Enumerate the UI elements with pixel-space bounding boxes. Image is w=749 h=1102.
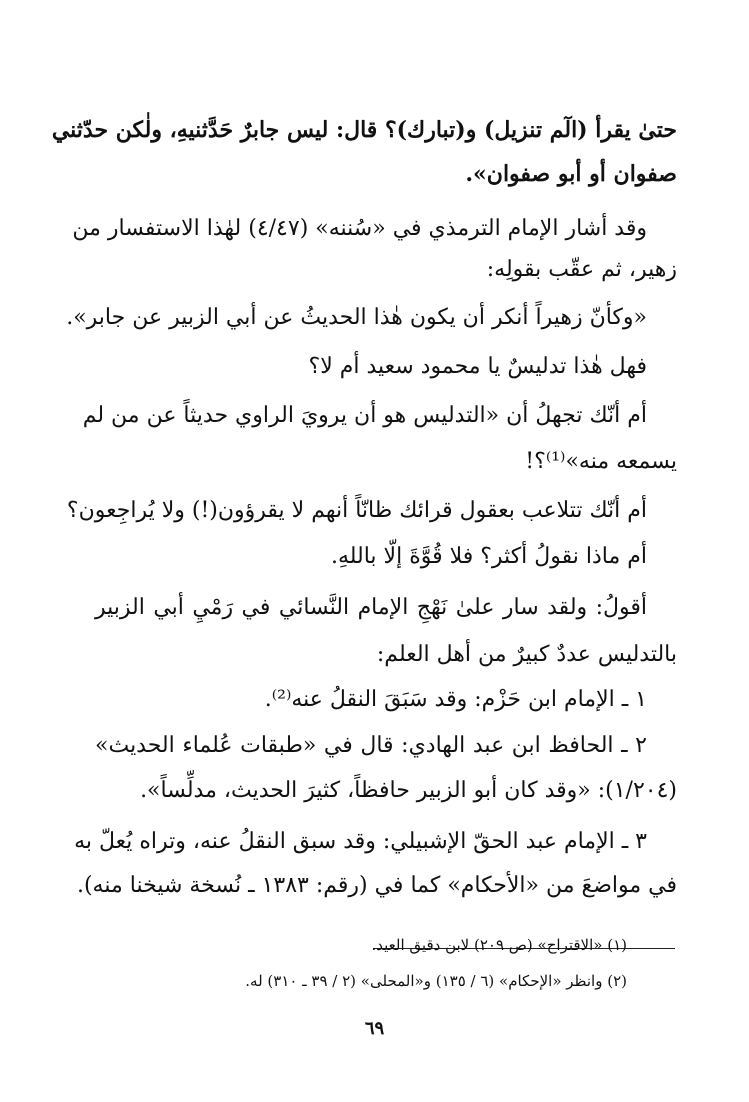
text-line: ٢ ـ الحافظ ابن عبد الهادي: قال في «طبقات عُلماء الحديث»: [95, 733, 647, 758]
text-line: زهير، ثم عقّب بقولِه:: [486, 257, 677, 282]
text-line: حتىٰ يقرأ (الٓم تنزيل) و(تبارك)؟ قال: ليس جابرٌ حَدَّثنيهِ، ولٰكن حدّثني: [51, 117, 677, 143]
text-line: أقولُ: ولقد سار علىٰ نَهْجِ الإمام النَّسائي في رَمْيِ أبي الزبير: [95, 595, 647, 620]
text-line: أم ماذا نقولُ أكثر؟ فلا قُوَّةَ إلّا باللهِ.: [330, 544, 647, 569]
page-number: ٦٩: [364, 1018, 385, 1039]
text-line: ١ ـ الإمام ابن حَزْم: وقد سَبَقَ النقلُ عنه⁽²⁾.: [264, 687, 647, 712]
footnote: (١) «الاقتراح» (ص ٢٠٩) لابن دقيق العيد.: [371, 936, 627, 954]
text-line: صفوان أو أبو صفوان».: [465, 161, 677, 187]
text-line: في مواضعَ من «الأحكام» كما في (رقم: ١٣٨٣ ـ نُسخة شيخنا منه).: [76, 873, 677, 898]
text-line: «وكأنّ زهيراً أنكر أن يكون هٰذا الحديثُ عن أبي الزبير عن جابر».: [66, 305, 647, 330]
text-line: أم أنّك تتلاعب بعقول قرائك ظانّاً أنهم لا يقرؤون(!) ولا يُراجِعون؟: [66, 498, 647, 523]
text-line: ٣ ـ الإمام عبد الحقّ الإشبيلي: وقد سبق النقلُ عنه، وتراه يُعلّ به: [74, 829, 647, 854]
text-line: (١/٢٠٤): «وقد كان أبو الزبير حافظاً، كثيرَ الحديث، مدلِّساً».: [140, 778, 677, 803]
text-line: بالتدليس عددٌ كبيرٌ من أهل العلم:: [376, 642, 677, 667]
text-line: وقد أشار الإمام الترمذي في «سُننه» (٤/٤٧) لهٰذا الاستفسار من: [72, 216, 647, 241]
text-line: فهل هٰذا تدليسٌ يا محمود سعيد أم لا؟: [308, 354, 647, 379]
text-line: يسمعه منه»⁽¹⁾؟!: [525, 449, 677, 474]
footnote: (٢) وانظر «الإحكام» (٦ / ١٣٥) و«المحلى» (٢ / ٣٩ ـ ٣١٠) له.: [245, 972, 627, 990]
text-line: أم أنّك تجهلُ أن «التدليس هو أن يرويَ الراوي حديثاً عن من لم: [82, 403, 647, 428]
